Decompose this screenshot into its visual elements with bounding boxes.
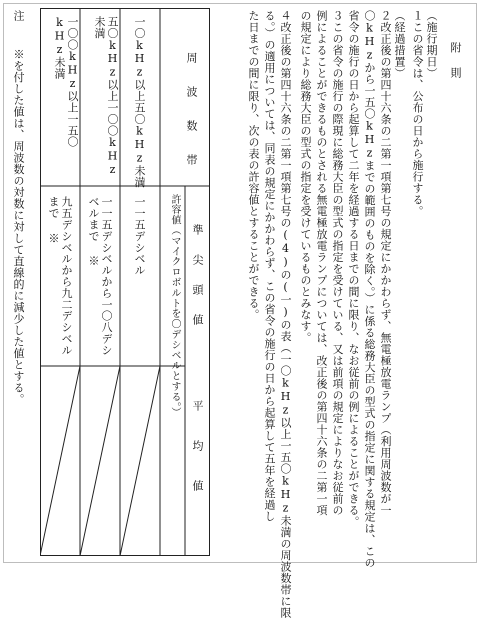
note-label: 注: [12, 10, 25, 22]
article4-line-2: る。）の適用については、同表の規定にかかわらず、この省令の施行の日から起算して五年を経過し: [263, 10, 276, 522]
article3-line-2: 例によることができるものとされる無電極放電ランプについては、改正後の第四十六条の二第一項: [315, 10, 328, 516]
article1-caption: （施行期日）: [425, 10, 438, 79]
header-frequency-band-label: 周 波 数 帯: [185, 52, 198, 170]
article4-number: ４: [279, 10, 292, 22]
quasi-peak-row3: 九五デシベルから九二デシベルまで ※: [47, 196, 73, 356]
article1-number: １: [411, 10, 424, 22]
article3-line-1: ３この省令の施行の際現に総務大臣の型式の指定を受けている、又は前項の規定によりなお従前の: [331, 10, 344, 516]
quasi-peak-row1: 一一五デシベル: [133, 196, 146, 276]
note-text: ※を付した値は、周波数の対数に対して直線的に減少した値とする。: [12, 48, 25, 405]
subheader-average: 平 均 値: [191, 400, 204, 499]
quasi-peak-row2: 一一五デシベルから一〇八デシベルまで ※: [87, 196, 113, 356]
band-row1: 一〇kHz以上五〇kHz未満: [133, 16, 146, 188]
band-row3: 一〇〇kHz以上一五〇kHz未満: [53, 16, 79, 148]
article2-number: ２: [379, 10, 392, 22]
article2-line-2: 〇kHzから一五〇kHzまでの範囲のものを除く。）に係る総務大臣の型式の指定に関する規定は、この: [363, 10, 376, 569]
note: [12, 10, 25, 405]
article4-line-1: ４改正後の第四十六条の二第一項第七号の(4)の(一)の表（一〇kHz以上一五〇kHz未満の周波数帯に限: [279, 10, 292, 619]
article2-line-3: 省令の施行の日から起算して二年を経過する日までの間に限り、なお従前の例によることができる。: [347, 10, 360, 528]
band-row2: 五〇kHz以上一〇〇kHz未満: [93, 16, 119, 177]
article1-text: この省令は、公布の日から施行する。: [411, 21, 424, 217]
supplementary-provisions-title: 附 則: [449, 42, 462, 79]
header-limit-label: 許容値（マイクロボルトを〇デシベルとする。）: [169, 194, 180, 418]
subheader-quasi-peak: 準 尖 頭 値: [191, 224, 204, 328]
article2-line-1: ２改正後の第四十六条の二第一項第七号の規定にかかわらず、無電極放電ランプ（利用周波数が一: [379, 10, 392, 516]
limit-table-grid: [40, 8, 210, 556]
article2-caption: （経過措置）: [393, 10, 406, 79]
article3-number: ３: [331, 10, 344, 22]
document-page: [3, 3, 477, 619]
article3-line-3: の規定により総務大臣の型式の指定を受けているものとみなす。: [299, 10, 312, 344]
article4-line-3: た日までの間に限り、次の表の許容値とすることができる。: [247, 10, 260, 321]
article1-line: [411, 10, 424, 217]
